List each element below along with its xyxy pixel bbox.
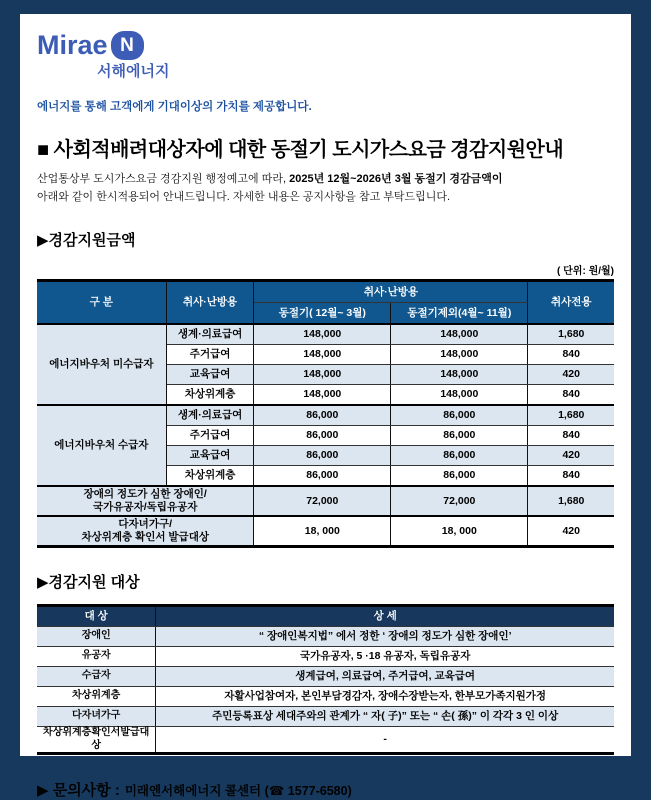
value-cooking: 840 <box>528 466 614 487</box>
value-winter: 72,000 <box>254 486 391 516</box>
badge-letter: N <box>120 34 134 56</box>
target-detail: 국가유공자, 5 ·18 유공자, 독립유공자 <box>156 647 614 667</box>
intro-line1-bold: 2025년 12월~2026년 3월 동절기 경감금액이 <box>289 173 503 185</box>
table-row <box>37 516 614 547</box>
value-winter: 148,000 <box>254 385 391 406</box>
value-cooking: 1,680 <box>528 405 614 426</box>
value-cooking: 420 <box>528 516 614 547</box>
col-group: 취사·난방용 <box>254 281 528 303</box>
row-type: 생계·의료급여 <box>166 405 254 426</box>
value-winter: 86,000 <box>254 466 391 487</box>
target-table-header <box>37 606 614 627</box>
value-winter: 148,000 <box>254 345 391 365</box>
value-non-winter: 86,000 <box>391 466 528 487</box>
value-non-winter: 86,000 <box>391 446 528 466</box>
target-name: 유공자 <box>37 647 156 667</box>
value-cooking: 420 <box>528 365 614 385</box>
contact-footer <box>37 779 614 800</box>
notice-title: ■ 사회적배려대상자에 대한 동절기 도시가스요금 경감지원안내 <box>37 139 564 161</box>
intro-line1-normal: 산업통상부 도시가스요금 경감지원 행정예고에 따라, <box>37 173 290 185</box>
target-name: 차상위계층 <box>37 687 156 707</box>
merged-label: 장애의 정도가 심한 장애인/ 국가유공자/독립유공자 <box>37 486 254 516</box>
col-cooking: 취사전용 <box>528 281 614 325</box>
col-category: 구 분 <box>37 281 166 325</box>
col-target: 대 상 <box>37 606 156 627</box>
value-non-winter: 148,000 <box>391 365 528 385</box>
value-cooking: 1,680 <box>528 324 614 345</box>
amount-section-heading: ▶경감지원금액 <box>37 232 136 250</box>
subbrand-name: 서해에너지 <box>97 63 170 80</box>
group-label: 에너지바우처 미수급자 <box>37 324 166 405</box>
col-type: 취사·난방용 <box>166 281 254 325</box>
col-non-winter: 동절기제외(4월~ 11월) <box>391 303 528 325</box>
target-name: 다자녀가구 <box>37 707 156 727</box>
value-cooking: 1,680 <box>528 486 614 516</box>
row-type: 차상위계층 <box>166 385 254 406</box>
units-label: ( 단위: 원/월) <box>557 266 614 278</box>
value-non-winter: 18, 000 <box>391 516 528 547</box>
value-non-winter: 148,000 <box>391 324 528 345</box>
target-section-heading: ▶경감지원 대상 <box>37 574 140 592</box>
value-winter: 86,000 <box>254 426 391 446</box>
target-name: 차상위계층확인서발급대상 <box>37 727 156 754</box>
row-type: 주거급여 <box>166 426 254 446</box>
table-row <box>37 727 614 754</box>
value-non-winter: 86,000 <box>391 426 528 446</box>
brand-wordmark: Mirae <box>37 30 108 60</box>
table-row <box>37 405 614 426</box>
value-cooking: 840 <box>528 385 614 406</box>
row-multi-child <box>37 516 614 547</box>
target-detail: 자활사업참여자, 본인부담경감자, 장애수장받는자, 한부모가족지원가정 <box>156 687 614 707</box>
table-row <box>37 486 614 516</box>
value-winter: 148,000 <box>254 324 391 345</box>
value-winter: 86,000 <box>254 446 391 466</box>
value-non-winter: 72,000 <box>391 486 528 516</box>
row-type: 생계·의료급여 <box>166 324 254 345</box>
group-voucher <box>37 405 614 486</box>
intro-paragraph <box>37 171 614 206</box>
table-row <box>37 687 614 707</box>
company-logo <box>37 30 614 61</box>
value-non-winter: 148,000 <box>391 345 528 365</box>
intro-line2: 아래와 같이 한시적용되어 안내드립니다. 자세한 내용은 공지사항을 참고 부탁드립니다. <box>37 190 451 203</box>
value-winter: 148,000 <box>254 365 391 385</box>
value-winter: 18, 000 <box>254 516 391 547</box>
table-row <box>37 627 614 647</box>
table-row <box>37 324 614 345</box>
target-detail: 주민등록표상 세대주와의 관계가 “ 자( 子)” 또는 “ 손( 孫)” 이 각각 3 인 이상 <box>156 707 614 727</box>
contact-label: ▶ 문의사항 : <box>37 782 120 800</box>
value-cooking: 420 <box>528 446 614 466</box>
value-non-winter: 86,000 <box>391 405 528 426</box>
table-row <box>37 647 614 667</box>
value-cooking: 840 <box>528 345 614 365</box>
value-non-winter: 148,000 <box>391 385 528 406</box>
group-label: 에너지바우처 수급자 <box>37 405 166 486</box>
value-winter: 86,000 <box>254 405 391 426</box>
amount-table <box>37 279 614 548</box>
target-name: 장애인 <box>37 627 156 647</box>
target-table <box>37 604 614 755</box>
target-name: 수급자 <box>37 667 156 687</box>
group-non-voucher <box>37 324 614 405</box>
company-slogan: 에너지를 통해 고객에게 기대이상의 가치를 제공합니다. <box>37 101 312 113</box>
col-detail: 상 세 <box>156 606 614 627</box>
row-type: 교육급여 <box>166 365 254 385</box>
value-cooking: 840 <box>528 426 614 446</box>
row-type: 교육급여 <box>166 446 254 466</box>
brand-n-badge-icon <box>111 31 144 60</box>
table-row <box>37 707 614 727</box>
target-detail: - <box>156 727 614 754</box>
merged-label: 다자녀가구/ 차상위계층 확인서 발급대상 <box>37 516 254 547</box>
col-winter: 동절기( 12월~ 3월) <box>254 303 391 325</box>
amount-table-header <box>37 281 614 325</box>
row-disabled-merit <box>37 486 614 516</box>
row-type: 주거급여 <box>166 345 254 365</box>
target-detail: “ 장애인복지법” 에서 정한 ‘ 장애의 정도가 심한 장애인’ <box>156 627 614 647</box>
notice-page <box>20 14 631 800</box>
contact-info: 미래엔서해에너지 콜센터 (☎ 1577-6580) <box>124 784 352 799</box>
row-type: 차상위계층 <box>166 466 254 487</box>
table-row <box>37 667 614 687</box>
target-detail: 생계급여, 의료급여, 주거급여, 교육급여 <box>156 667 614 687</box>
